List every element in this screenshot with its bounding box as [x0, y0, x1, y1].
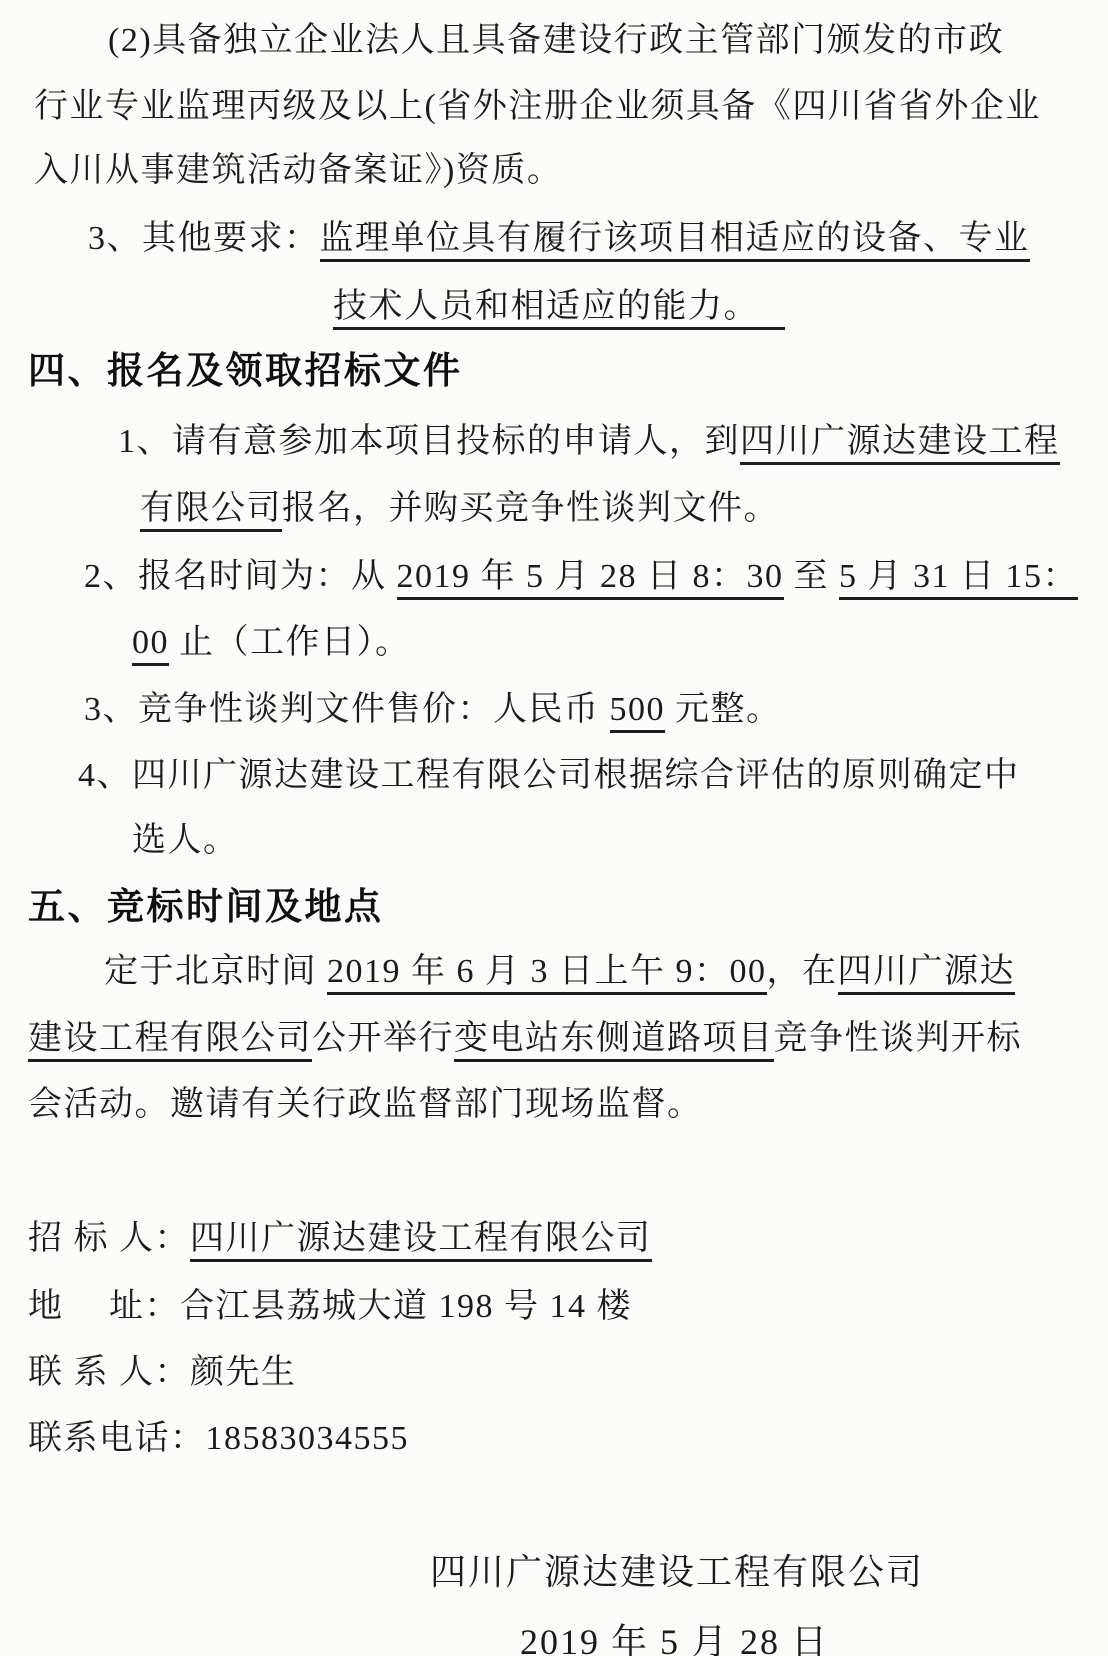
clause2-line2: 行业专业监理丙级及以上(省外注册企业须具备《四川省省外企业	[34, 88, 1041, 125]
contact-phone-line	[28, 1418, 409, 1461]
bid-opening-line2	[28, 1018, 1022, 1061]
registration-item2-line1	[84, 556, 1078, 599]
bid-suffix: 竞争性谈判开标	[773, 1020, 1022, 1057]
registration-item3-line	[84, 689, 782, 732]
address-label: 地 址：	[28, 1288, 180, 1325]
item2-time-from: 2019 年 5 月 28 日 8：30	[397, 558, 784, 600]
contact-phone-label: 联系电话：	[28, 1420, 206, 1457]
item2-mid: 至	[783, 558, 839, 595]
item3-prefix: 3、竞争性谈判文件售价：人民币	[84, 691, 610, 728]
tenderer-value: 四川广源达建设工程有限公司	[190, 1220, 652, 1262]
section4-heading: 四、报名及领取招标文件	[28, 350, 463, 391]
bid-mid2: 公开举行	[312, 1020, 454, 1057]
clause2-line1: (2)具备独立企业法人且具备建设行政主管部门颁发的市政	[108, 22, 1005, 59]
bid-opening-line3: 会活动。邀请有关行政监督部门现场监督。	[28, 1086, 703, 1123]
signature-date: 2019 年 5 月 28 日	[520, 1622, 830, 1656]
other-requirements-line2	[333, 286, 785, 329]
contact-person-line	[28, 1352, 297, 1395]
section5-heading: 五、竞标时间及地点	[28, 886, 384, 927]
bid-company-part1: 四川广源达	[838, 953, 1016, 995]
other-requirements-value-2: 技术人员和相适应的能力。	[333, 288, 785, 330]
registration-item1-line2	[140, 488, 779, 531]
item3-price: 500	[610, 691, 666, 733]
tenderer-label: 招 标 人：	[28, 1220, 190, 1257]
item1-company-part1: 四川广源达建设工程	[740, 423, 1060, 465]
item2-suffix: 止（工作日）。	[169, 624, 411, 661]
contact-phone-value: 18583034555	[205, 1420, 409, 1457]
item2-time-to-cont: 00	[132, 624, 169, 666]
other-requirements-value-1: 监理单位具有履行该项目相适应的设备、专业	[320, 220, 1030, 262]
registration-item2-line2	[132, 622, 411, 665]
tenderer-line	[28, 1218, 652, 1261]
signature-company: 四川广源达建设工程有限公司	[430, 1552, 925, 1592]
other-requirements-label: 3、其他要求：	[88, 220, 320, 257]
bid-opening-line1	[104, 951, 1015, 994]
bid-company-part2: 建设工程有限公司	[28, 1020, 312, 1062]
registration-item4-line1: 4、四川广源达建设工程有限公司根据综合评估的原则确定中	[78, 757, 1020, 794]
address-value: 合江县荔城大道 198 号 14 楼	[180, 1288, 632, 1325]
item3-suffix: 元整。	[665, 691, 782, 728]
bid-project-name: 变电站东侧道路项目	[454, 1020, 774, 1062]
registration-item1-line1	[118, 421, 1060, 464]
item1-suffix: 报名，并购买竞争性谈判文件。	[282, 490, 779, 527]
contact-person-value: 颜先生	[190, 1354, 297, 1391]
clause2-line3: 入川从事建筑活动备案证》)资质。	[34, 152, 563, 189]
bid-mid1: ，在	[766, 953, 838, 990]
registration-item4-line2: 选人。	[132, 822, 239, 859]
item1-prefix: 1、请有意参加本项目投标的申请人，到	[118, 423, 740, 460]
item2-prefix: 2、报名时间为：从	[84, 558, 397, 595]
item2-time-to: 5 月 31 日 15：	[839, 558, 1078, 600]
bid-time: 2019 年 6 月 3 日上午 9：00	[327, 953, 767, 995]
bid-prefix: 定于北京时间	[104, 953, 327, 990]
other-requirements-line1	[88, 218, 1030, 261]
item1-company-part2: 有限公司	[140, 490, 282, 532]
contact-person-label: 联 系 人：	[28, 1354, 190, 1391]
address-line	[28, 1286, 632, 1329]
